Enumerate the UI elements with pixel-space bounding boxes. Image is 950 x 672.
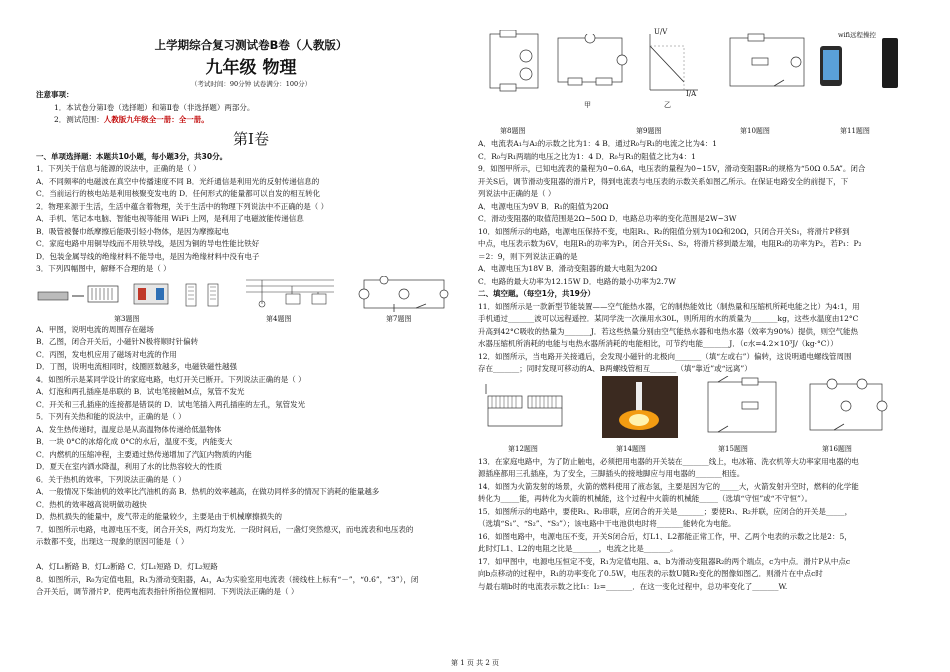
figure-q14 (602, 376, 678, 438)
question-list (36, 324, 466, 599)
question-line: 手机通过_______波可以远程遥控．某同学洗一次澡用水30L，则所用的水的质量为_______kg，这些水温度由12°C (478, 314, 859, 323)
question-line: B．乙图，闭合开关后，小磁针N极将顺时针偏转 (36, 337, 199, 346)
question-line: 3．下列四幅图中，解释不合理的是（ ） (36, 264, 171, 273)
figure-row-8-11 (478, 30, 918, 138)
caption-q9: 第9题图 (636, 127, 662, 135)
question-line: D．包装金属导线的绝缘材料不能导电，是因为绝缘材料中没有电子 (36, 251, 260, 261)
caption-q14: 第14题图 (616, 444, 646, 453)
question-line: C．热机的效率越高说明做功越快 (36, 499, 147, 509)
question-line: C．当前运行的核电站是利用核聚变发电的 D．任何形式的能量都可以自发的相互转化 (36, 189, 321, 198)
caption-q12: 第12题图 (508, 444, 538, 453)
figure-q9-yi (640, 30, 700, 94)
question-line: （选填“S₁”、“S₂”、“S₃”）；该电路中干电池供电时将_______能转化为电能。 (478, 519, 736, 528)
figure-row-12-16 (478, 376, 918, 456)
note-scope-label: 2．测试范围： (54, 115, 104, 124)
caption-q7: 第7题图 (386, 314, 412, 323)
question-line: A．灯泡和两孔插座是串联的 B．试电笔接触M点，氖管不发光 (36, 387, 245, 396)
question-list (478, 456, 918, 594)
right-column (478, 0, 918, 672)
question-line: A．电源电压为9V B．R₁的阻值为20Ω (478, 201, 609, 211)
note-item (36, 114, 466, 127)
question-line: D．夏天在室内洒水降温，利用了水的比热容较大的性质 (36, 462, 223, 471)
caption-q11: 第11题图 (840, 127, 870, 135)
question-line: 4．如图所示是某同学设计的家庭电路，电灯开关已断开。下列说法正确的是（ ） (36, 374, 306, 384)
question-line: D．热机损失的能量中，废气带走的能量较少，主要是由于机械摩擦损失的 (36, 512, 283, 521)
figure-q3 (36, 278, 236, 312)
caption-q8: 第8题图 (500, 127, 526, 135)
question-line: 7．如图所示电路，电源电压不变，闭合开关S，两灯均发光．一段时间后，一盏灯突然熄灭，而电流表和电压表的 (36, 524, 414, 534)
figure-label-jia: 甲 (584, 101, 591, 109)
figure-label-wifi: wifi远程操控 (838, 31, 876, 39)
question-line: 中点，电压表示数为6V，电阻R₁的功率为P₁，闭合开关S₁、S₂，将滑片移到最左端，电阻R₂的功率为P₂，若P₁：P₂ (478, 239, 862, 248)
question-line: 转化为_____能，再转化为火箭的机械能，这个过程中火箭的机械能_____（选填“守恒”或“不守恒”）。 (478, 494, 813, 503)
caption-q15: 第15题图 (718, 444, 748, 453)
question-line: 5．下列有关热和能的说法中，正确的是（ ） (36, 412, 186, 421)
question-line: C．开关和三孔插座的连接都是错误的 D．试电笔插入两孔插座的左孔，氖管发光 (36, 399, 306, 409)
question-line: A．甲图，说明电流的周围存在磁场 (36, 324, 154, 334)
question-line: 17．如甲图中，电源电压恒定不变，R₁为定值电阻、a、b为滑动变阻器R₂的两个端点，c为中点．滑片P从中点c (478, 556, 851, 566)
question-line: 示数都不变，出现这一现象的原因可能是（ ） (36, 537, 189, 546)
question-line: C．电路的最大功率为12.15W D．电路的最小功率为2.7W (478, 276, 676, 286)
question-line: A．电源电压为18V B．滑动变阻器的最大电阻为20Ω (478, 264, 658, 273)
note-scope-highlight: 人教版九年级全一册：全一册。 (103, 115, 209, 124)
question-line: 开关S后，调节滑动变阻器的滑片P，得到电流表与电压表的示数关系如图乙所示。在保证电路安全的前提下，下 (478, 176, 849, 186)
question-line: ＝2：9，则下列说法正确的是 (478, 251, 578, 261)
figure-label-ia: I/A (686, 90, 697, 98)
question-line: 16．如图电路中，电源电压不变，开关S闭合后，灯L1、L2都能正常工作，甲、乙两个电表的示数之比是2：5， (478, 531, 852, 541)
caption-q4: 第4题图 (266, 314, 292, 323)
question-line: 存在_______；同时发现可移动的A、B两螺线管相互_______（填“靠近”或“远离”） (478, 364, 752, 373)
figure-q7 (354, 276, 454, 312)
figure-q15 (702, 376, 782, 438)
question-line: 1．下列关于信息与能源的说法中，正确的是（ ） (36, 164, 201, 173)
question-line: A．手机、笔记本电脑、智能电视等能用 WiFi 上网，是利用了电磁波能传递信息 (36, 214, 304, 223)
question-line: 15．如图所示的电路中，要使R₁、R₂串联，应闭合的开关是_______；要使R₁、R₂并联，应闭合的开关是_____， (478, 506, 853, 516)
figure-q16 (804, 376, 888, 438)
figure-row-3-4-7 (36, 276, 466, 324)
volume-heading: 第Ⅰ卷 (233, 129, 269, 148)
figure-q4 (242, 276, 338, 310)
note-item: 1．本试卷分第Ⅰ卷（选择题）和第Ⅱ卷（非选择题）两部分。 (54, 102, 255, 112)
question-line: 14．如图为火箭发射的场景，火箭的燃料使用了液态氢，主要是因为它的_____大，火箭发射升空时，燃料的化学能 (478, 481, 859, 491)
figure-q11 (816, 32, 912, 94)
question-line: 列说法中正确的是（ ） (478, 189, 556, 198)
caption-q16: 第16题图 (822, 444, 852, 453)
question-line: 向b点移动的过程中，R₁的功率变化了0.5W，电压表的示数U随R₂变化的图像如图乙．则滑片在中点c时 (478, 569, 823, 578)
exam-title: 上学期综合复习测试卷B卷（人教版） (154, 38, 348, 52)
caption-q3: 第3题图 (114, 314, 140, 323)
section-heading: 一、单项选择题：本题共10小题，每小题3分，共30分。 (36, 151, 228, 161)
figure-q10 (724, 32, 810, 92)
question-line: 9．如图甲所示，已知电流表的量程为0~0.6A，电压表的量程为0~15V，滑动变阻器R₂的规格为“50Ω 0.5A”。闭合 (478, 164, 866, 173)
figure-q9-jia (550, 34, 630, 90)
question-line: 源插座都用三孔插座，为了安全，三脚插头的接地脚应与用电器的_______相连。 (478, 469, 745, 478)
question-line (36, 549, 466, 562)
question-line: C．丙图，发电机应用了磁场对电流的作用 (36, 349, 177, 359)
question-line: 6．关于热机的效率，下列说法正确的是（ ） (36, 474, 186, 484)
question-line: C．R₀与R₁两端的电压之比为1：4 D．R₀与R₁的阻值之比为4：1 (478, 151, 696, 161)
figure-q12 (482, 382, 568, 434)
question-line: 10．如图所示的电路，电源电压保持不变，电阻R₁、R₂的阻值分别为10Ω和20Ω，只闭合开关S₁，将滑片P移到 (478, 226, 850, 236)
question-list (478, 301, 918, 376)
left-column (36, 0, 466, 672)
question-line: D．丁图，说明电流相同时，线圈匝数越多，电磁铁磁性越强 (36, 362, 238, 371)
question-line: A．不同频率的电磁波在真空中传播速度不同 B．光纤通信是利用光的反射传递信息的 (36, 176, 320, 186)
question-line: A．电流表A₁与A₂的示数之比为1：4 B．通过R₀与R₁的电流之比为4：1 (478, 139, 718, 148)
exam-subtitle: 九年级 物理 (205, 58, 297, 78)
figure-label-uv: U/V (654, 28, 668, 36)
question-line: 水器压缩机所消耗的电能与电热水器所消耗的电能相比，可节约电能_______J．（c水=4.2×10³J/（kg·°C）） (478, 339, 838, 348)
page-footer: 第 1 页 共 2 页 (450, 659, 500, 667)
question-line: A．发生热传递时，温度总是从高温物体传递给低温物体 (36, 424, 222, 434)
question-line: C．滑动变阻器的取值范围是2Ω~50Ω D．电路总功率的变化范围是2W~3W (478, 214, 737, 223)
question-line: 升高到42°C吸收的热量为_______J．若这些热量分别由空气能热水器和电热水器（效率为90%）提供，则空气能热 (478, 326, 858, 336)
question-line: C．内燃机的压缩冲程，主要通过热传递增加了汽缸内物质的内能 (36, 449, 252, 459)
caption-q10: 第10题图 (740, 127, 770, 135)
figure-label-yi: 乙 (664, 101, 671, 109)
exam-info: （考试时间：90分钟 试卷满分：100分） (190, 80, 312, 88)
notes-heading: 注意事项： (36, 90, 74, 99)
question-line: 11．如图所示是一款新型节能装置——空气能热水器，它的制热能效比（制热量和压缩机所耗电能之比）为4:1，用 (478, 301, 860, 311)
question-line: 8．如图所示，R₀为定值电阻，R₁为滑动变阻器，A₁，A₂为实验室用电流表（接线柱上标有“－”，“0.6”，“3”），闭 (36, 574, 419, 584)
question-line: A．一般情况下柴油机的效率比汽油机的高 B．热机的效率越高，在做功同样多的情况下消耗的能量越多 (36, 487, 380, 496)
question-line: 此时灯L1、L2的电阻之比是_______，电流之比是_______。 (478, 544, 678, 553)
question-line: 合开关后，调节滑片P．使两电流表指针所指位置相同．下列说法正确的是（ ） (36, 587, 299, 596)
question-line: C．家庭电路中用铜导线而不用铁导线，是因为铜的导电性能比铁好 (36, 239, 260, 248)
question-line: 与最右端b时的电流表示数之比I₁：I₂=_______．在这一变化过程中，总功率变化了_______W. (478, 581, 788, 591)
section-heading: 二、填空题。（每空1分，共19分） (478, 289, 595, 298)
question-list (478, 138, 918, 288)
question-line: A．灯L₁断路 B．灯L₂断路 C．灯L₁短路 D．灯L₂短路 (36, 562, 218, 571)
question-line: 2．物理来源于生活，生活中蕴含着物理，关于生活中的物理下列说法中不正确的是（ ） (36, 201, 329, 211)
figure-q8 (486, 30, 542, 94)
question-line: 13．在家庭电路中，为了防止触电，必须把用电器的开关装在_______线上，电冰箱、洗衣机等大功率家用电器的电 (478, 456, 859, 466)
question-line: 12．如图所示，当电路开关接通后，会发现小磁针的北极向_______（填“左或右”）偏转，这说明通电螺线管周围 (478, 351, 852, 361)
question-line: B．一块 0°C的冰熔化成 0°C的水后，温度不变，内能变大 (36, 437, 233, 446)
question-line: B．吸管被餐巾纸摩擦后能吸引轻小物体，是因为摩擦起电 (36, 226, 230, 236)
question-list (36, 163, 466, 276)
